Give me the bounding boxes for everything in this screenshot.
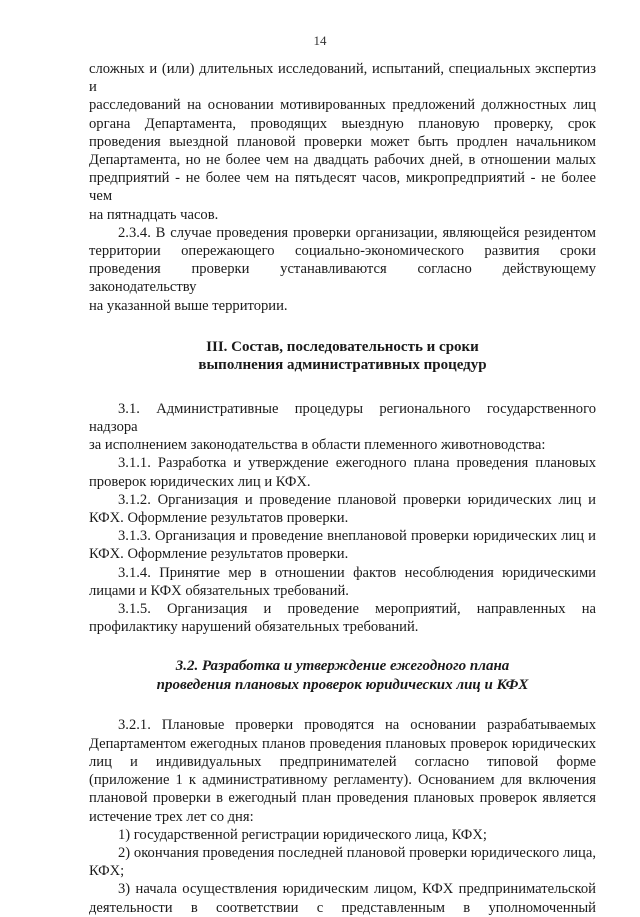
text-line: профилактику нарушений обязательных требований. — [89, 619, 419, 636]
text-line: лиц и индивидуальных предпринимателей согласно типовой форме — [89, 753, 596, 770]
heading-line: проведения плановых проверок юридических лиц и КФХ — [156, 676, 529, 693]
text-line: лицами и КФХ обязательных требований. — [89, 582, 349, 599]
list-item-2 — [89, 844, 596, 880]
list-item-3 — [89, 880, 596, 916]
list-item-1 — [89, 826, 596, 844]
text-line: плановой проверки в ежегодный план проведения плановых проверок является — [89, 790, 596, 807]
section-3-heading — [89, 338, 596, 375]
paragraph-3-1 — [89, 400, 596, 455]
page-number: 14 — [313, 33, 327, 48]
paragraph-3-1-5 — [89, 600, 596, 636]
text-line: за исполнением законодательства в области племенного животноводства: — [89, 437, 546, 454]
paragraph-3-1-1 — [89, 454, 596, 490]
text-line: (приложение 1 к административному регламенту). Основанием для включения — [89, 772, 596, 789]
text-line: 3.1.2. Организация и проведение плановой проверки юридических лиц и — [118, 491, 596, 508]
text-line: проведения проверки устанавливаются согласно действующему законодательству — [89, 261, 596, 296]
heading-line: III. Состав, последовательность и сроки — [206, 338, 479, 355]
text-line: 3.1.4. Принятие мер в отношении фактов несоблюдения юридическими — [118, 564, 596, 581]
text-line: сложных и (или) длительных исследований, испытаний, специальных экспертиз и — [89, 61, 596, 96]
document-body — [89, 60, 596, 917]
paragraph-continuation — [89, 60, 596, 224]
paragraph-3-1-4 — [89, 564, 596, 600]
text-line: Департамента, но не более чем на двадцать рабочих дней, в отношении малых — [89, 152, 596, 169]
paragraph-3-1-3 — [89, 527, 596, 563]
text-line: проверок юридических лиц и КФХ. — [89, 473, 311, 490]
text-line: КФХ. Оформление результатов проверки. — [89, 546, 349, 563]
subsection-3-2-heading — [89, 657, 596, 694]
text-line: проведения выездной плановой проверки может быть продлен начальником — [89, 133, 596, 150]
heading-line: 3.2. Разработка и утверждение ежегодного плана — [175, 658, 510, 675]
text-line: 3.2.1. Плановые проверки проводятся на основании разрабатываемых — [118, 717, 596, 734]
text-line: 2) окончания проведения последней плановой проверки юридического лица, — [118, 844, 596, 861]
text-line: Департаментом ежегодных планов проведения плановых проверок юридических — [89, 735, 596, 752]
heading-line: выполнения административных процедур — [198, 357, 487, 374]
text-line: деятельности в соответствии с представленным в уполномоченный — [89, 899, 596, 916]
text-line: 3) начала осуществления юридическим лицом, КФХ предпринимательской — [118, 881, 596, 898]
text-line: 3.1.5. Организация и проведение мероприятий, направленных на — [118, 601, 596, 618]
text-line: 1) государственной регистрации юридического лица, КФХ; — [118, 826, 487, 843]
paragraph-2-3-4 — [89, 224, 596, 315]
text-line: 3.1.1. Разработка и утверждение ежегодного плана проведения плановых — [118, 455, 596, 472]
text-line: территории опережающего социально-экономического развития сроки — [89, 243, 596, 260]
text-line: истечение трех лет со дня: — [89, 808, 254, 825]
text-line: предприятий - не более чем на пятьдесят часов, микропредприятий - не более чем — [89, 170, 596, 205]
text-line: 3.1. Административные процедуры регионального государственного надзора — [89, 400, 596, 436]
text-line: 2.3.4. В случае проведения проверки организации, являющейся резидентом — [118, 224, 596, 241]
text-line: расследований на основании мотивированных предложений должностных лиц — [89, 97, 596, 114]
text-line: КФХ. Оформление результатов проверки. — [89, 510, 349, 527]
text-line: органа Департамента, проводящих выездную плановую проверку, срок — [89, 115, 596, 132]
text-line: КФХ; — [89, 863, 125, 880]
paragraph-3-1-2 — [89, 491, 596, 527]
text-line: на пятнадцать часов. — [89, 206, 219, 223]
text-line: на указанной выше территории. — [89, 297, 288, 314]
paragraph-3-2-1 — [89, 716, 596, 825]
text-line: 3.1.3. Организация и проведение внеплановой проверки юридических лиц и — [118, 528, 596, 545]
